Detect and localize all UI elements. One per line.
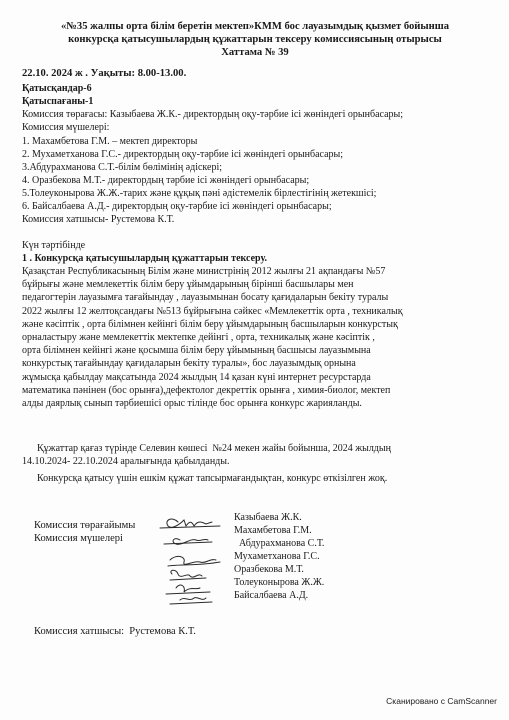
paragraph-line: математика пәнінен (бос орынға),дефектолог декреттік орынға , химия-биолог, мектеп [22, 384, 391, 396]
members-label: Комиссия мүшелері: [22, 122, 110, 133]
present-count: Қатысқандар-6 [22, 83, 92, 94]
paragraph-line: орта білімнен кейінгі және қосымша білім беру ұйымының басшысы лауазымына [22, 345, 371, 357]
agenda-item-1: 1 . Конкурсқа қатысушылардың құжаттарын тексеру. [22, 253, 267, 264]
agenda-label: Күн тәртібінде [22, 240, 86, 251]
paragraph-line: педагогтерін лауазымға тағайындау , лауазымынан босату қағидаларын бекіту туралы [22, 292, 389, 304]
paragraph-line: 14.10.2024- 22.10.2024 аралығында қабылданды. [22, 456, 230, 468]
agenda-paragraph-1 [22, 265, 492, 410]
signature-chair-label: Комиссия төрағайымы [34, 520, 136, 531]
paragraph-line: бұйрығы және мемлекеттік білім беру ұйымдарының бірінші басшылары мен [22, 279, 354, 291]
member-6: 6. Байсалбаева А.Д.- директордың оқу-тәрбие ісі жөніндегі орынбасары; [22, 201, 332, 212]
paragraph-line: 2022 жылғы 12 желтоқсандағы №513 бұйрығына сәйкес «Мемлекеттік орта , техникалық [22, 305, 403, 317]
agenda-paragraph-3: Конкурсқа қатысу үшін ешкім құжат тапсырмағандықтан, конкурс өткізілген жоқ. [22, 473, 388, 484]
paragraph-line: конкурстық тағайындау қағидаларын бекіту туралы», бос лауазымдық орнына [22, 358, 356, 370]
title-line-1: «№35 жалпы орта білім беретін мектеп»КММ бос лауазымдық қызмет бойынша [60, 21, 450, 32]
paragraph-line: Қазақстан Республикасының Білім және министрінің 2012 жылғы 21 ақпандағы №57 [22, 266, 386, 277]
signatory-name: Махамбетова Г.М. [234, 525, 312, 536]
member-3: 3.Абдурахманова С.Т.-білім бөлімінің әдіскері; [22, 162, 223, 173]
commission-secretary: Комиссия хатшысы- Рустемова К.Т. [22, 214, 175, 225]
paragraph-line: және кәсіптік , орта білімнен кейінгі білім беру ұйымдарының басшыларын конкурстық [22, 318, 398, 330]
agenda-paragraph-2 [22, 442, 492, 468]
signatory-name: Казыбаева Ж.К. [234, 512, 302, 523]
paragraph-line: алды даярлық сынып тәрбиешісі орыс тілінде бос орынға конкурс жарияланды. [22, 398, 362, 410]
protocol-number: Хаттама № 39 [221, 47, 289, 58]
member-2: 2. Мухаметханова Г.С.- директордың оқу-тәрбие ісі жөніндегі орынбасары; [22, 149, 344, 160]
signature-secretary: Комиссия хатшысы: Рустемова К.Т. [34, 626, 196, 637]
paragraph-line: орналастыру және мемлекеттік мектепке дейінгі , орта, техникалық және кәсіптік , [22, 332, 375, 344]
camscanner-watermark: Сканировано с CamScanner [386, 696, 497, 706]
commission-chair: Комиссия төрағасы: Казыбаева Ж.К.- директордың оқу-тәрбие ісі жөніндегі орынбасары; [22, 109, 404, 120]
paragraph-line: Құжаттар қағаз түрінде Селевин көшесі №24 мекен жайы бойынша, 2024 жылдың [22, 443, 391, 454]
signatory-name: Мухаметханова Г.С. [234, 551, 320, 562]
signature-members-label: Комиссия мүшелері [34, 533, 123, 544]
absent-count: Қатыспағаны-1 [22, 96, 94, 107]
member-4: 4. Оразбекова М.Т.- директордың тәрбие ісі жөніндегі орынбасары; [22, 175, 310, 186]
paragraph-line: жұмысқа қабылдау мақсатында 2024 жылдың 14 қазан күні интернет ресурстарда [22, 371, 371, 383]
document-title [20, 20, 490, 59]
member-1: 1. Махамбетова Г.М. – мектеп директоры [22, 136, 198, 147]
handwritten-signature [150, 510, 230, 610]
title-line-2: конкурсқа қатысушылардың құжаттарын тексеру комиссиясының отырысы [68, 34, 442, 45]
meeting-date-time: 22.10. 2024 ж . Уақыты: 8.00-13.00. [22, 68, 187, 79]
signatory-name: Абдурахманова С.Т. [234, 538, 325, 549]
member-5: 5.Толеуконырова Ж.Ж.-тарих және құқық пәні әдістемелік бірлестігінің жетекшісі; [22, 188, 377, 199]
signatory-name: Толеуконырова Ж.Ж. [234, 577, 325, 588]
signatory-name: Байсалбаева А.Д. [234, 590, 309, 601]
signatory-name: Оразбекова М.Т. [234, 564, 304, 575]
